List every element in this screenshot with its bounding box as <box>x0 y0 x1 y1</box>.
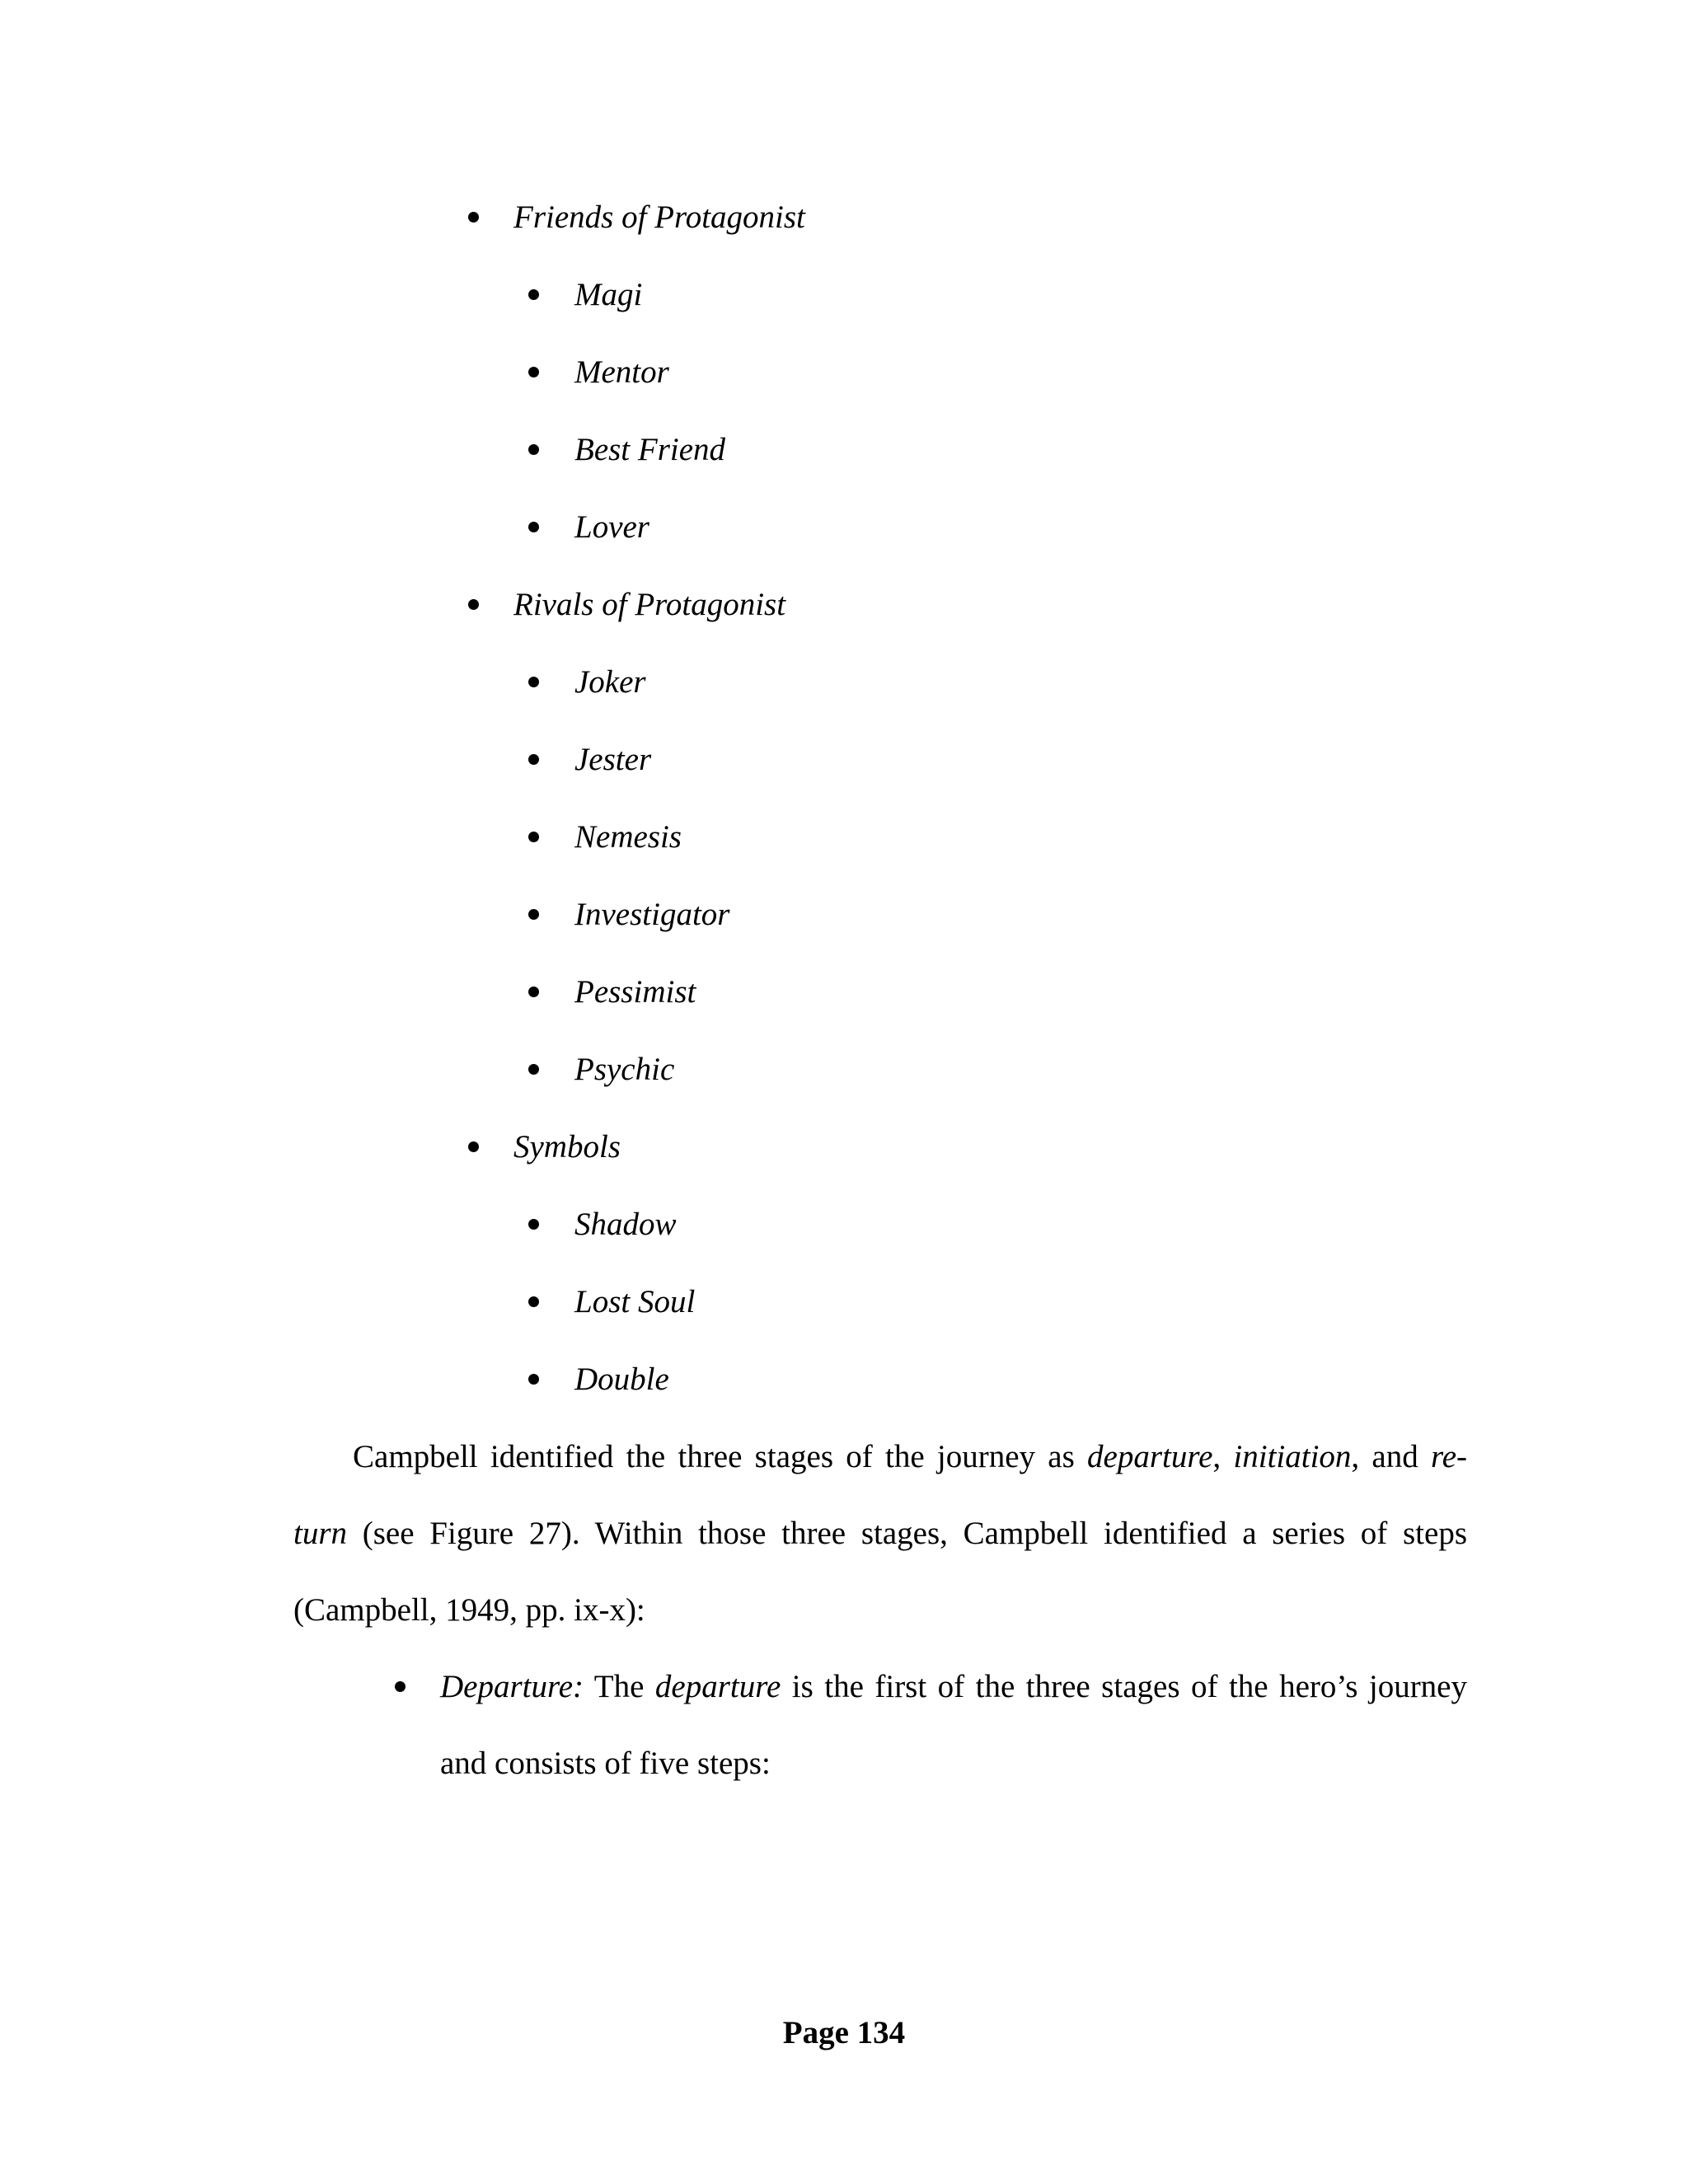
list-bullet <box>528 1296 539 1307</box>
emphasis-term: turn <box>293 1516 348 1551</box>
list-bullet <box>528 987 539 997</box>
list-bullet <box>528 1219 539 1230</box>
list-group-label: Symbols <box>513 1129 621 1165</box>
paragraph-text: Campbell identified the three stages of the journey as <box>353 1439 1088 1474</box>
list-item: Shadow <box>574 1207 677 1242</box>
list-item: Lover <box>574 509 649 545</box>
list-bullet <box>528 677 539 687</box>
list-bullet <box>395 1681 406 1692</box>
paragraph-line <box>293 1590 1467 1631</box>
list-bullet <box>528 444 539 455</box>
emphasis-term: departure <box>654 1669 781 1704</box>
list-bullet <box>468 212 479 223</box>
paragraph-line <box>353 1436 1467 1478</box>
paragraph-text: is the first of the three stages of the hero’s journey <box>781 1669 1467 1704</box>
list-item: Investigator <box>574 897 730 932</box>
list-item: Mentor <box>574 354 669 390</box>
list-bullet <box>468 599 479 610</box>
paragraph-text: The <box>584 1669 655 1704</box>
list-item: Joker <box>574 664 646 700</box>
paragraph-line <box>293 1513 1467 1554</box>
paragraph-text: (see Figure 27). Within those three stages, Campbell identified a series of steps <box>347 1516 1467 1551</box>
paragraph-text: and consists of five steps: <box>440 1746 771 1781</box>
paragraph-text: , and <box>1351 1439 1431 1474</box>
list-group-label: Rivals of Protagonist <box>513 587 786 622</box>
list-bullet <box>528 367 539 377</box>
emphasis-term: departure <box>1087 1439 1213 1474</box>
departure-label: Departure: <box>440 1669 584 1704</box>
list-item: Magi <box>574 277 643 312</box>
departure-item-line <box>440 1743 1467 1784</box>
paragraph-text: (Campbell, 1949, pp. ix-x): <box>293 1592 645 1628</box>
page-number: Page 134 <box>782 2015 906 2050</box>
list-item: Psychic <box>574 1052 675 1087</box>
list-bullet <box>528 1374 539 1385</box>
emphasis-term: initiation <box>1233 1439 1352 1474</box>
list-item: Lost Soul <box>574 1284 696 1319</box>
list-item: Pessimist <box>574 974 696 1010</box>
list-bullet <box>528 832 539 842</box>
emphasis-term: re- <box>1431 1439 1468 1474</box>
list-item: Best Friend <box>574 432 726 467</box>
departure-item-line <box>440 1666 1467 1708</box>
list-bullet <box>468 1141 479 1152</box>
list-bullet <box>528 289 539 300</box>
list-item: Nemesis <box>574 819 682 855</box>
list-bullet <box>528 754 539 765</box>
paragraph-text: , <box>1212 1439 1234 1474</box>
list-group-label: Friends of Protagonist <box>513 199 805 235</box>
list-item: Jester <box>574 742 652 777</box>
list-bullet <box>528 1064 539 1075</box>
list-bullet <box>528 909 539 920</box>
list-item: Double <box>574 1361 669 1397</box>
list-bullet <box>528 522 539 532</box>
